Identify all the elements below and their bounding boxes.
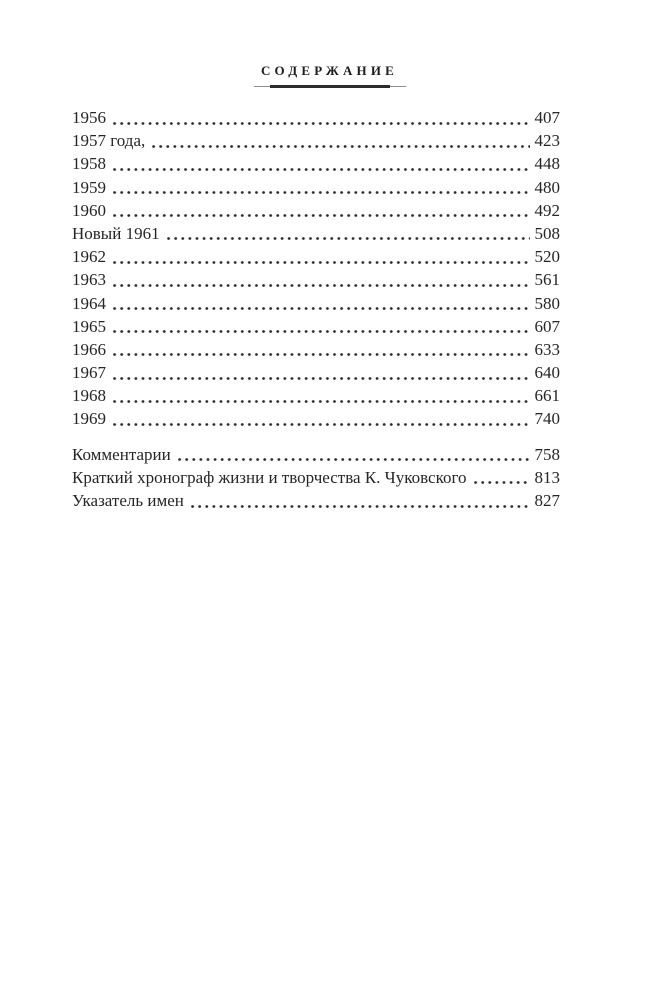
toc-entry [72, 222, 560, 245]
dot-leader [113, 199, 530, 222]
toc-entry-page-number: 423 [534, 131, 560, 151]
toc-entry [72, 338, 560, 361]
dot-leader [191, 489, 530, 512]
toc-entry-page-number: 633 [534, 339, 560, 359]
dot-leader [167, 222, 530, 245]
header-divider-thick-bar [270, 85, 390, 88]
toc-entry-page-number: 827 [534, 491, 560, 510]
toc-entry [72, 315, 560, 338]
toc-entry [72, 384, 560, 407]
toc-entry-page-number: 407 [534, 108, 560, 127]
toc-entry [72, 466, 560, 489]
toc-entry-label: Новый 1961 [72, 223, 160, 243]
dot-leader [113, 292, 530, 315]
toc-entry [72, 176, 560, 199]
toc-entry-label: 1956 [72, 108, 106, 127]
toc-entry-page-number: 758 [534, 444, 560, 464]
toc-entry-label: 1962 [72, 247, 106, 267]
dot-leader [113, 152, 530, 175]
header-divider [254, 85, 406, 88]
toc-entry-label: 1958 [72, 154, 106, 174]
toc-entry-page-number: 508 [534, 223, 560, 243]
toc-entry-page-number: 607 [534, 316, 560, 336]
dot-leader [113, 106, 530, 129]
toc-entry-label: 1968 [72, 386, 106, 406]
dot-leader [113, 245, 530, 268]
toc-entry-page-number: 448 [534, 154, 560, 174]
toc-entry-label: 1965 [72, 316, 106, 336]
toc-entry [72, 129, 560, 152]
toc-entry-label: 1960 [72, 200, 106, 220]
toc-entry [72, 245, 560, 268]
toc-entry-label: 1967 [72, 363, 106, 383]
toc-entry-label: 1966 [72, 339, 106, 359]
toc-entry-label: Комментарии [72, 444, 171, 464]
toc-entry-label: Указатель имен [72, 491, 184, 510]
toc-entry-label: 1963 [72, 270, 106, 290]
toc-year-list [72, 106, 560, 431]
toc-entry [72, 292, 560, 315]
toc-entry [72, 407, 560, 430]
dot-leader [113, 338, 530, 361]
dot-leader [113, 407, 530, 430]
toc-entry-label: 1959 [72, 177, 106, 197]
dot-leader [113, 384, 530, 407]
toc-entry-label: 1969 [72, 409, 106, 429]
toc-entry-page-number: 813 [534, 467, 560, 487]
toc-entry-page-number: 561 [534, 270, 560, 290]
dot-leader [113, 268, 530, 291]
toc-entry-label: Краткий хронограф жизни и творчества К. Чуковского [72, 467, 467, 487]
dot-leader [474, 466, 530, 489]
dot-leader [152, 129, 529, 152]
toc-entry-page-number: 492 [534, 200, 560, 220]
toc-entry-page-number: 640 [534, 363, 560, 383]
dot-leader [178, 443, 530, 466]
toc-entry-page-number: 520 [534, 247, 560, 267]
dot-leader [113, 361, 530, 384]
toc-entry-page-number: 661 [534, 386, 560, 406]
toc-entry-page-number: 740 [534, 409, 560, 429]
toc-entry-page-number: 580 [534, 293, 560, 313]
toc-entry-label: 1957 года, [72, 131, 146, 151]
toc-entry [72, 268, 560, 291]
toc-entry [72, 443, 560, 466]
page-title: СОДЕРЖАНИЕ [260, 63, 399, 78]
toc-entry [72, 152, 560, 175]
table-of-contents [72, 106, 560, 512]
toc-entry [72, 199, 560, 222]
toc-entry [72, 106, 560, 129]
dot-leader [113, 176, 530, 199]
toc-entry [72, 361, 560, 384]
toc-entry-label: 1964 [72, 293, 106, 313]
toc-back-matter-list [72, 443, 560, 513]
dot-leader [113, 315, 530, 338]
toc-entry-page-number: 480 [534, 177, 560, 197]
toc-entry [72, 489, 560, 512]
